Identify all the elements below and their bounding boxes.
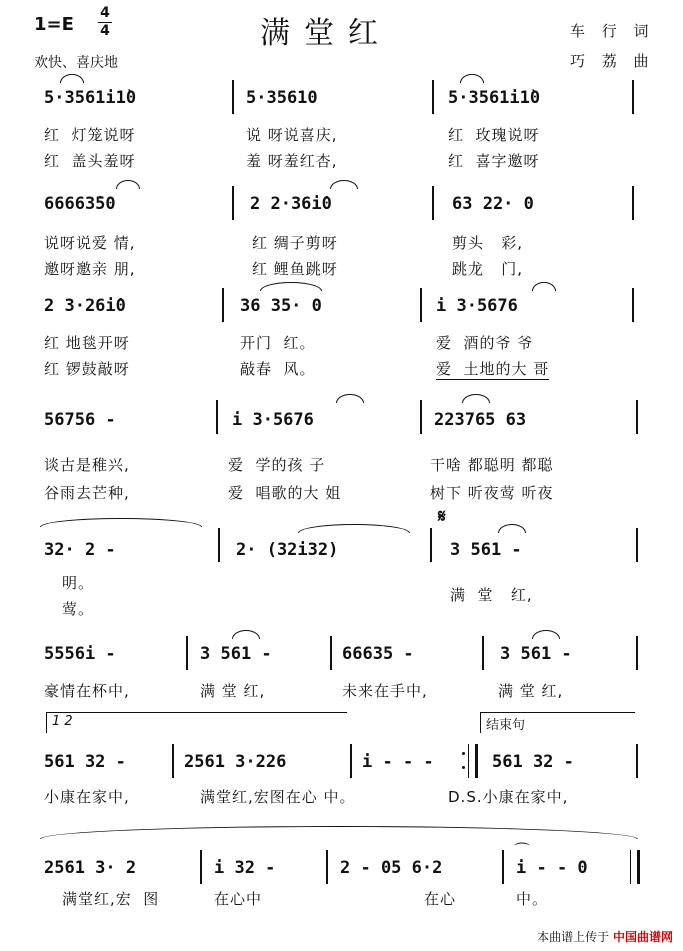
measure: 2 2·36i̇0 xyxy=(250,194,332,214)
barline xyxy=(326,850,328,884)
slur xyxy=(232,630,260,639)
measure: 223765 63 xyxy=(434,410,527,430)
lyric-verse1: 满堂红,宏图在心 中。 xyxy=(200,788,356,806)
measure: 3 561 - xyxy=(200,644,272,664)
lyric-verse2: 爱 唱歌的大 姐 xyxy=(228,484,342,502)
measure: 66663̇50 xyxy=(44,194,116,214)
lyric-verse1: 满 堂 红, xyxy=(450,586,533,604)
lyric-verse1: 说 呀说喜庆, xyxy=(246,126,338,144)
barline xyxy=(632,80,634,114)
lyric-verse1: 红 地毯开呀 xyxy=(44,334,130,352)
measure: 56756 - xyxy=(44,410,116,430)
barline xyxy=(200,850,202,884)
lyric-verse1: 未来在手中, xyxy=(342,682,428,700)
measure: 561 32 - xyxy=(44,752,126,772)
lyric-verse1: 中。 xyxy=(516,890,549,908)
key-signature: 1=E xyxy=(34,14,74,35)
lyric-verse1: 满 堂 红, xyxy=(200,682,266,700)
barline xyxy=(430,528,432,562)
barline xyxy=(482,636,484,670)
barline xyxy=(432,186,434,220)
lyric-verse1: 在心中 xyxy=(214,890,263,908)
measure: 5·3561i1̀0 xyxy=(448,88,541,108)
lyric-verse1: 豪情在杯中, xyxy=(44,682,130,700)
slur xyxy=(330,180,358,189)
lyric-verse2: 爱 土地的大 哥 xyxy=(436,360,550,378)
lyric-verse1: 爱 学的孩 子 xyxy=(228,456,326,474)
lyric-verse1: 剪头 彩, xyxy=(452,234,524,252)
lyric-verse1: 红 玫瑰说呀 xyxy=(448,126,540,144)
footer-credit xyxy=(537,928,673,945)
tie xyxy=(40,826,638,839)
barline xyxy=(232,80,234,114)
time-bottom: 4 xyxy=(100,23,110,39)
slur xyxy=(498,524,526,533)
barline xyxy=(636,400,638,434)
slur xyxy=(532,630,560,639)
barline xyxy=(432,80,434,114)
site-logo[interactable]: 中国曲谱网 xyxy=(612,930,673,944)
measure: 5·3561i1̀0 xyxy=(44,88,137,108)
barline xyxy=(636,636,638,670)
barline xyxy=(502,850,504,884)
barline xyxy=(222,288,224,322)
lyric-verse1: 小康在家中, xyxy=(44,788,130,806)
measure: 3 561 - xyxy=(450,540,522,560)
lyric-verse2: 羞 呀羞红杏, xyxy=(246,152,338,170)
lyric-verse1: D.S.小康在家中, xyxy=(448,788,569,806)
measure: 2561 3· 2 xyxy=(44,858,137,878)
lyric-verse2: 红 盖头羞呀 xyxy=(44,152,136,170)
ending-label: 结束句 xyxy=(486,718,526,733)
barline xyxy=(420,288,422,322)
measure: 5556i - xyxy=(44,644,116,664)
measure: i 3·5676 xyxy=(232,410,314,430)
lyric-verse2: 邀呀邀亲 朋, xyxy=(44,260,136,278)
barline xyxy=(216,400,218,434)
barline xyxy=(350,744,352,778)
fermata: ⌒ xyxy=(514,841,531,860)
barline xyxy=(218,528,220,562)
measure: i - - - xyxy=(362,752,434,772)
barline xyxy=(632,186,634,220)
volta-bracket xyxy=(46,712,347,733)
segno-sign: 𝄋 xyxy=(438,506,446,527)
lyric-verse1: 满 堂 红, xyxy=(498,682,564,700)
slur xyxy=(532,282,556,291)
volta-label: 1 2 xyxy=(52,714,73,729)
lyric-verse1: 红 绸子剪呀 xyxy=(252,234,338,252)
tie xyxy=(40,518,202,527)
slur xyxy=(116,180,140,189)
lyric-verse2: 莺。 xyxy=(62,600,95,618)
measure: 561 32 - xyxy=(492,752,574,772)
lyricist-credit: 车 行 词 xyxy=(570,22,655,40)
tempo-mood: 欢快、喜庆地 xyxy=(34,55,118,71)
measure: 63 22· 0 xyxy=(452,194,534,214)
measure: 32· 2 - xyxy=(44,540,116,560)
measure: 2 - 05 6·2 xyxy=(340,858,443,878)
lyric-verse1: 干啥 都聪明 都聪 xyxy=(430,456,554,474)
barline xyxy=(636,528,638,562)
lyric-verse2: 谷雨去芒种, xyxy=(44,484,130,502)
measure: 3 561 - xyxy=(500,644,572,664)
lyric-verse1: 红 灯笼说呀 xyxy=(44,126,136,144)
lyric-verse2: 红 鲤鱼跳呀 xyxy=(252,260,338,278)
lyric-verse1: 谈古是稚兴, xyxy=(44,456,130,474)
time-signature xyxy=(98,6,112,39)
repeat-dot xyxy=(462,752,465,755)
slur xyxy=(298,524,410,533)
repeat-dot xyxy=(462,766,465,769)
lyric-verse1: 开门 红。 xyxy=(240,334,316,352)
barline xyxy=(632,288,634,322)
measure: i - - 0 xyxy=(516,858,588,878)
slur xyxy=(60,74,84,83)
song-title: 满堂红 xyxy=(260,16,392,51)
lyric-verse1: 说呀说爱 情, xyxy=(44,234,136,252)
slur xyxy=(460,74,484,83)
barline xyxy=(330,636,332,670)
measure: 2· (32i32) xyxy=(236,540,339,560)
lyric-verse2: 红 喜字邀呀 xyxy=(448,152,540,170)
measure: 66635 - xyxy=(342,644,414,664)
lyric-verse1: 在心 xyxy=(424,890,457,908)
lyric-verse1: 满堂红,宏 图 xyxy=(62,890,160,908)
final-barline xyxy=(630,850,640,884)
measure: 2561 3·226 xyxy=(184,752,287,772)
lyric-verse1: 爱 酒的爷 爷 xyxy=(436,334,534,352)
lyric-verse2: 红 锣鼓敲呀 xyxy=(44,360,130,378)
barline xyxy=(636,744,638,778)
slur xyxy=(462,394,490,403)
slur xyxy=(336,394,364,403)
measure: 5·35610 xyxy=(246,88,318,108)
composer-credit: 巧 荔 曲 xyxy=(570,52,655,70)
barline xyxy=(172,744,174,778)
lyric-verse2: 树下 听夜莺 听夜 xyxy=(430,484,554,502)
time-top: 4 xyxy=(100,5,110,21)
footer-text: 本曲谱上传于 xyxy=(537,930,610,944)
barline xyxy=(420,400,422,434)
barline xyxy=(186,636,188,670)
slur xyxy=(260,282,322,291)
repeat-barline xyxy=(468,744,478,778)
lyric-verse1: 明。 xyxy=(62,574,95,592)
measure: 2 3·26i̇0 xyxy=(44,296,126,316)
lyric-verse2: 敲春 风。 xyxy=(240,360,316,378)
barline xyxy=(232,186,234,220)
measure: 36 35· 0 xyxy=(240,296,322,316)
measure: i 32 - xyxy=(214,858,276,878)
lyric-verse2: 跳龙 门, xyxy=(452,260,524,278)
measure: i 3·5676 xyxy=(436,296,518,316)
